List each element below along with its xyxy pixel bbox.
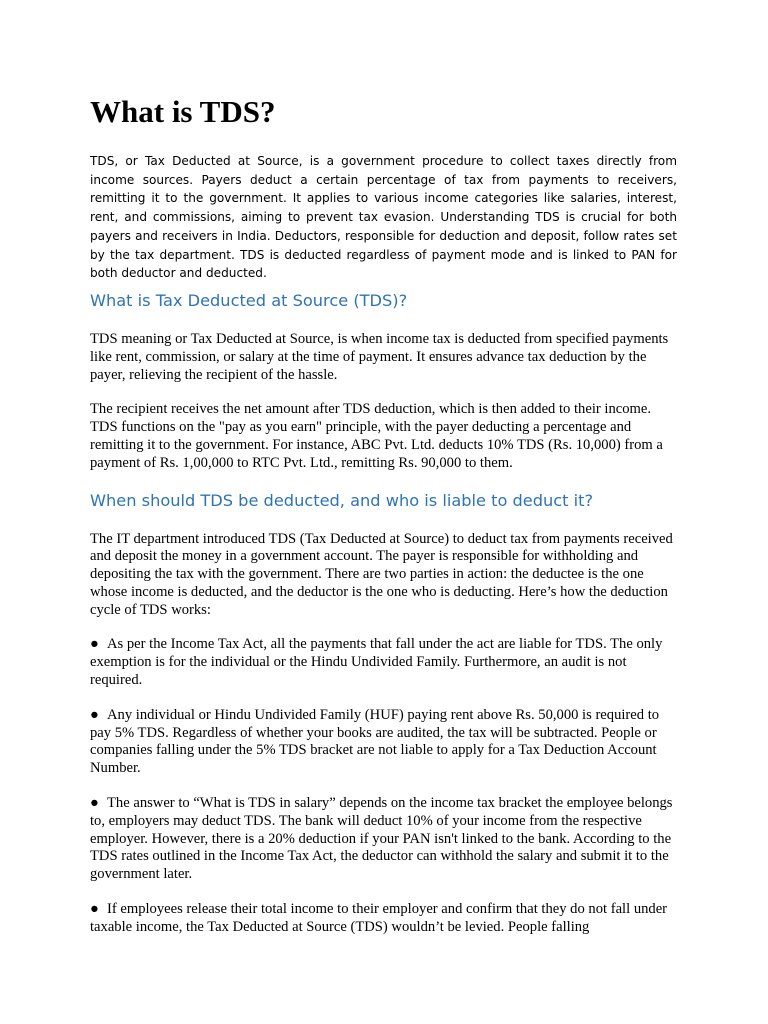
bullet-item [90, 795, 677, 884]
bullet-icon: ● [90, 636, 99, 653]
bullet-item [90, 636, 677, 689]
section2-paragraph-1: The IT department introduced TDS (Tax Deducted at Source) to deduct tax from payments received and deposit the money in a government account. The payer is responsible for withholding and depositing the tax with the government. There are two parties in action: the deductee is the one whose income is deducted, and the deductor is the one who is deducting. Here’s how the deduction cycle of TDS works: [90, 530, 673, 618]
section-heading-what-is-tds: What is Tax Deducted at Source (TDS)? [90, 290, 408, 310]
bullet-icon: ● [90, 901, 99, 918]
bullet-item [90, 901, 677, 937]
bullet-icon: ● [90, 706, 99, 723]
bullet-text: Any individual or Hindu Undivided Family (HUF) paying rent above Rs. 50,000 is required to pay 5% TDS. Regardless of whether your books are audited, the tax will be subtracted. People or companies falling under the 5% TDS bracket are not liable to apply for a Tax Deduction Account Number. [90, 706, 660, 777]
bullet-text: As per the Income Tax Act, all the payments that fall under the act are liable for TDS. The only exemption is for the individual or the Hindu Undivided Family. Furthermore, an audit is not required. [90, 636, 663, 689]
bullet-item [90, 707, 677, 778]
section-heading-when-deducted: When should TDS be deducted, and who is liable to deduct it? [90, 490, 594, 510]
section1-paragraph-1: TDS meaning or Tax Deducted at Source, is when income tax is deducted from specified payments like rent, commission, or salary at the time of payment. It ensures advance tax deduction by the payer, relieving the recipient of the hassle. [90, 330, 669, 383]
bullet-text: The answer to “What is TDS in salary” depends on the income tax bracket the employee belongs to, employers may deduct TDS. The bank will deduct 10% of your income from the respective employer. However, there is a 20% deduction if your PAN isn't linked to the bank. According to the TDS rates outlined in the Income Tax Act, the deductor can withhold the salary and submit it to the government later. [90, 795, 673, 883]
page-title: What is TDS? [90, 94, 276, 129]
bullet-icon: ● [90, 795, 99, 812]
intro-paragraph: TDS, or Tax Deducted at Source, is a government procedure to collect taxes directly from income sources. Payers deduct a certain percentage of tax from payments to receivers, remitting it to the government. It applies to various income categories like salaries, interest, rent, and commissions, aiming to prevent tax evasion. Understanding TDS is crucial for both payers and receivers in India. Deductors, responsible for deduction and deposit, follow rates set by the tax department. TDS is deducted regardless of payment mode and is linked to PAN for both deductor and deducted. [90, 154, 677, 281]
section1-paragraph-2: The recipient receives the net amount after TDS deduction, which is then added to their income. TDS functions on the "pay as you earn" principle, with the payer deducting a percentage and remitting it to the government. For instance, ABC Pvt. Ltd. deducts 10% TDS (Rs. 10,000) from a payment of Rs. 1,00,000 to RTC Pvt. Ltd., remitting Rs. 90,000 to them. [90, 401, 663, 471]
document-page [90, 92, 677, 954]
bullet-text: If employees release their total income to their employer and confirm that they do not fall under taxable income, the Tax Deducted at Source (TDS) wouldn’t be levied. People falling [90, 901, 668, 935]
